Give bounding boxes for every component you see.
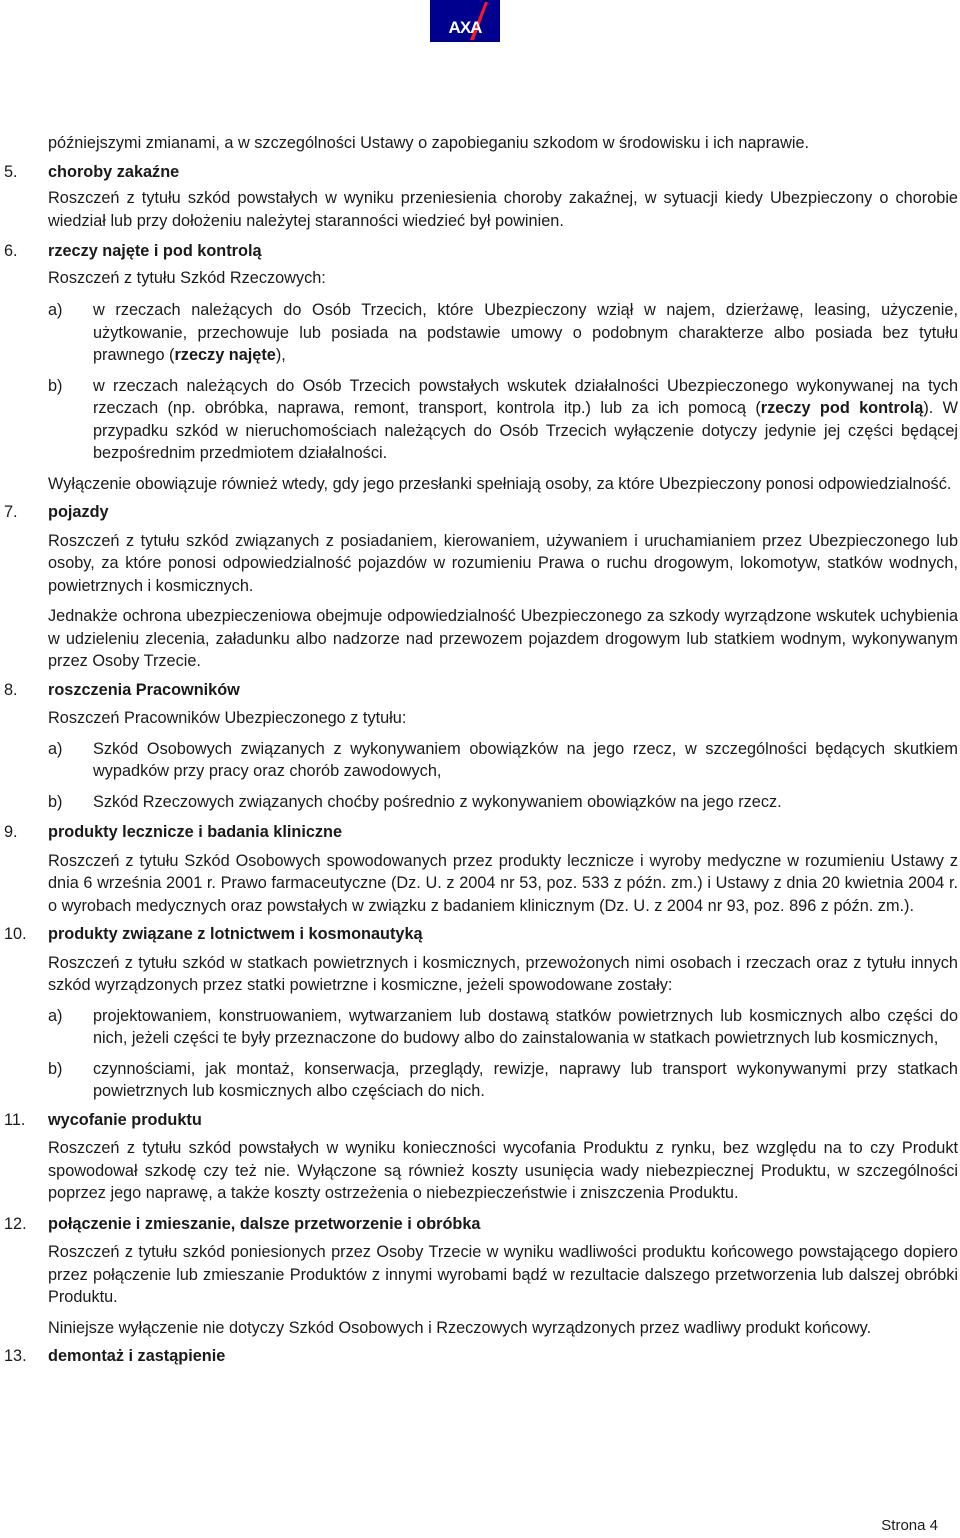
section-number: 12. — [4, 1214, 27, 1233]
section-title: rzeczy najęte i pod kontrolą — [48, 242, 262, 260]
section-6 — [0, 240, 960, 495]
section-paragraph: Roszczeń z tytułu Szkód Osobowych spowodowanych przez produkty lecznicze i wyroby medyczne w rozumieniu Ustawy z dnia 6 września 2001 r. Prawo farmaceutyczne (Dz. U. z 2004 nr 53, poz. 533 z późn. zm.) i Ustawy z dnia 20 kwietnia 2004 r. o wyrobach medycznych oraz powstałych w związku z badaniem klinicznym (Dz. U. z 2004 nr 93, poz. 896 z późn. zm.). — [48, 851, 958, 915]
section-title: demontaż i zastąpienie — [48, 1347, 226, 1365]
list-item-a — [48, 299, 958, 367]
intro-line: późniejszymi zmianami, a w szczególności Ustawy o zapobieganiu szkodom w środowisku i ich naprawie. — [48, 134, 810, 152]
section-paragraph: Niniejsze wyłączenie nie dotyczy Szkód Osobowych i Rzeczowych wyrządzonych przez wadliwy produkt końcowy. — [48, 1318, 872, 1337]
page-number: Strona 4 — [881, 1517, 938, 1534]
section-12 — [0, 1213, 960, 1340]
section-paragraph: Roszczeń z tytułu szkód powstałych w wyniku konieczności wycofania Produktu z rynku, bez względu na to czy Produkt spowodował szkodę czy też nie. Wyłączone są również koszty usunięcia wady niebezpiecznej Produktu, w szczególności poprzez jego naprawę, a także koszty ostrzeżenia o niebezpieczeństwie i zniszczenia Produktu. — [48, 1139, 958, 1202]
section-paragraph: Roszczeń z tytułu szkód powstałych w wyniku przeniesienia choroby zakaźnej, w sytuacji kiedy Ubezpieczony o chorobie wiedział lub przy dołożeniu należytej staranności wiedzieć był powinien. — [48, 189, 958, 230]
section-title: produkty związane z lotnictwem i kosmonautyką — [48, 925, 423, 943]
section-paragraph: Jednakże ochrona ubezpieczeniowa obejmuje odpowiedzialność Ubezpieczonego za szkody wyrządzone wskutek uchybienia w udzieleniu zlecenia, załadunku albo nadzorze nad przewozem pojazdem drogowym lub statkiem wodnym, wykonywanym przez Osoby Trzecie. — [48, 607, 958, 670]
document-body — [0, 132, 960, 1368]
section-number: 6. — [4, 242, 18, 260]
section-number: 7. — [4, 503, 18, 521]
item-text: Szkód Osobowych związanych z wykonywaniem obowiązków na jego rzecz, w szczególności będących skutkiem wypadków przy pracy oraz chorób zawodowych, — [93, 739, 958, 780]
item-text: Szkód Rzeczowych związanych choćby pośrednio z wykonywaniem obowiązków na jego rzecz. — [93, 792, 782, 811]
section-number: 13. — [4, 1347, 27, 1365]
item-letter: a) — [48, 739, 63, 758]
item-text: czynnościami, jak montaż, konserwacja, przeglądy, rewizje, naprawy lub transport wykonywanymi przy statkach powietrznych lub kosmicznych albo częściach do nich. — [93, 1059, 958, 1100]
section-title: produkty lecznicze i badania kliniczne — [48, 823, 343, 841]
section-5 — [0, 161, 960, 233]
item-text: projektowaniem, konstruowaniem, wytwarzaniem lub dostawą statków powietrznych lub kosmicznych albo części do nich, jeżeli części te były przeznaczone do budowy albo do zainstalowania w statkach powietrznych lub kosmicznych, — [93, 1006, 958, 1047]
section-number: 8. — [4, 680, 18, 699]
section-8 — [0, 679, 960, 814]
list-item-a — [48, 738, 958, 783]
list-item-b — [48, 375, 958, 465]
item-text — [93, 375, 958, 465]
item-bold-term: rzeczy najęte — [174, 346, 276, 364]
item-text-part: w rzeczach należących do Osób Trzecich powstałych wskutek działalności Ubezpieczonego wykonywanej na tych rzeczach (np. obróbka, naprawa, remont, transport, kontrola itp.) lub za ich pomocą ( — [93, 376, 958, 417]
section-7 — [0, 501, 960, 673]
section-title: roszczenia Pracowników — [48, 680, 240, 699]
item-letter: b) — [48, 1059, 63, 1078]
item-text — [93, 299, 958, 367]
section-paragraph: Roszczeń z tytułu szkód związanych z posiadaniem, kierowaniem, używaniem i uruchamianiem przez Ubezpieczonego lub osoby, za które ponosi odpowiedzialność pojazdów w rozumieniu Prawa o ruchu drogowym, lokomotyw, statków wodnych, powietrznych i kosmicznych. — [48, 531, 958, 595]
item-letter: a) — [48, 1006, 63, 1025]
item-letter: a) — [48, 301, 63, 319]
section-number: 10. — [4, 925, 27, 943]
section-13 — [0, 1345, 960, 1368]
section-title: pojazdy — [48, 503, 109, 521]
section-intro: Roszczeń z tytułu Szkód Rzeczowych: — [48, 268, 326, 287]
list-item-a — [48, 1005, 958, 1050]
item-text-end: ), — [275, 346, 286, 364]
section-intro: Roszczeń Pracowników Ubezpieczonego z tytułu: — [48, 709, 407, 727]
item-bold-term: rzeczy pod kontrolą — [760, 399, 924, 417]
section-paragraph: Roszczeń z tytułu szkód poniesionych przez Osoby Trzecie w wyniku wadliwości produktu końcowego powstającego dopiero przez połączenie lub zmieszanie Produktów z innymi wyrobami bądź w rezultacie dalszego przetworzenia lub dalszej obróbki Produktu. — [48, 1243, 958, 1306]
section-closing: Wyłączenie obowiązuje również wtedy, gdy jego przesłanki spełniają osoby, za które Ubezpieczony ponosi odpowiedzialność. — [48, 474, 952, 493]
section-9 — [0, 821, 960, 917]
list-item-b — [48, 1058, 958, 1103]
item-letter: b) — [48, 376, 63, 395]
section-number: 11. — [4, 1110, 26, 1129]
section-intro: Roszczeń z tytułu szkód w statkach powietrznych i kosmicznych, przewożonych nimi osobach i rzeczach oraz z tytułu innych szkód wyrządzonych przez statki powietrzne i kosmiczne, jeżeli spowodowane zostały: — [48, 953, 958, 994]
item-letter: b) — [48, 792, 63, 811]
section-number: 9. — [4, 823, 18, 841]
axa-logo — [430, 0, 500, 42]
section-title: wycofanie produktu — [48, 1110, 202, 1129]
axa-logo-mark — [430, 0, 500, 42]
item-text-end: ). W przypadku szkód w nieruchomościach należących do Osób Trzecich wyłączenie dotyczy jedynie jej części będącej bezpośrednim przedmiotem działalności. — [93, 399, 959, 462]
section-number: 5. — [4, 162, 18, 181]
section-title: choroby zakaźne — [48, 162, 180, 181]
list-item-b — [48, 791, 958, 814]
section-11 — [0, 1109, 960, 1205]
svg-text:AXA: AXA — [448, 18, 482, 37]
section-title: połączenie i zmieszanie, dalsze przetworzenie i obróbka — [48, 1214, 481, 1233]
item-text-part: w rzeczach należących do Osób Trzecich, które Ubezpieczony wziął w najem, dzierżawę, leasing, użyczenie, użytkowanie, przechowuje lub posiada na podstawie umowy o podobnym charakterze albo posiada bez tytułu prawnego ( — [93, 301, 958, 364]
section-10 — [0, 923, 960, 1103]
